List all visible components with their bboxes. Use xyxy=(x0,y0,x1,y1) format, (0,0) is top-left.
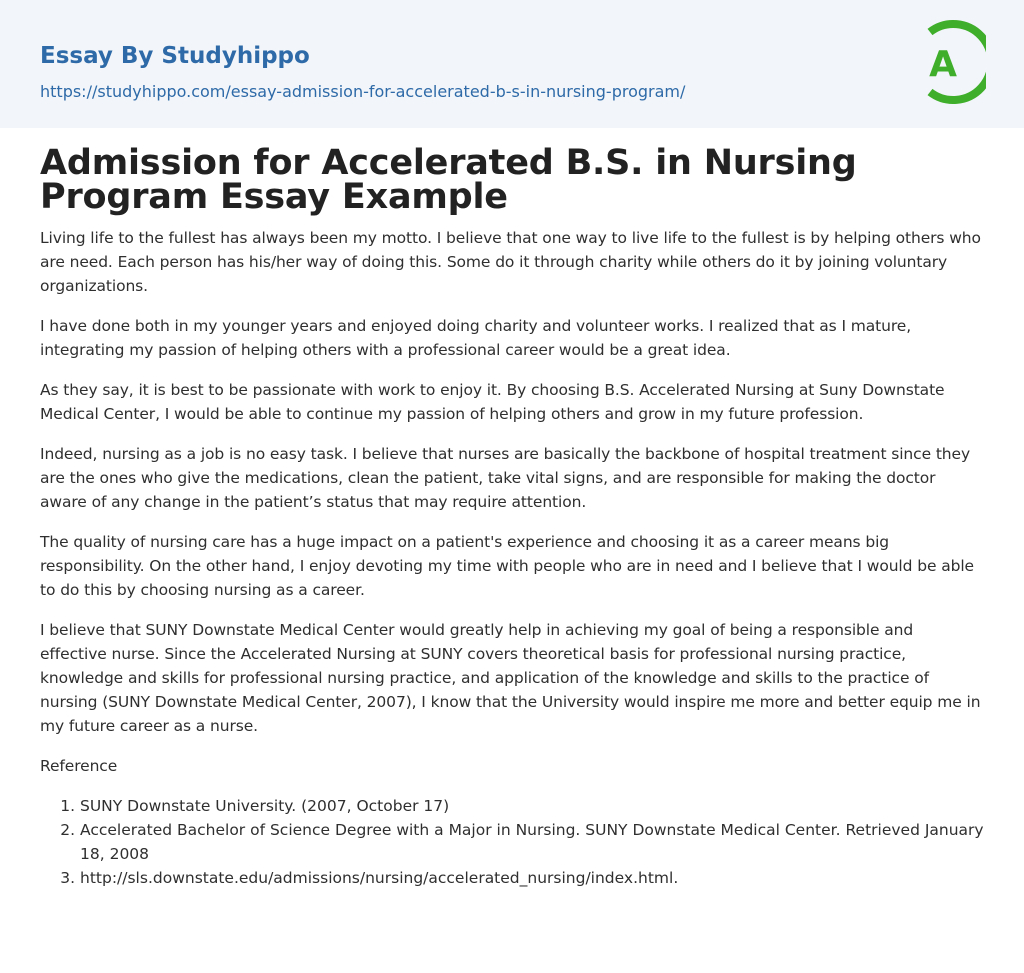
source-url-link[interactable]: https://studyhippo.com/essay-admission-for-accelerated-b-s-in-nursing-program/ xyxy=(40,82,686,101)
paragraph-4: Indeed, nursing as a job is no easy task. I believe that nurses are basically the backbone of hospital treatment since they are the ones who give the medications, clean the patient, take vital signs, and are responsible for making the doctor aware of any change in the patient’s status that may require attention. xyxy=(40,445,971,511)
site-header xyxy=(0,0,1024,128)
reference-item-2: 2. Accelerated Bachelor of Science Degree with a Major in Nursing. SUNY Downstate Medical Center. Retrieved January 18, 2008 xyxy=(80,818,984,866)
reference-heading: Reference xyxy=(40,757,118,775)
article-content xyxy=(0,128,1024,890)
logo-a-icon xyxy=(916,18,986,106)
paragraph-3: As they say, it is best to be passionate with work to enjoy it. By choosing B.S. Accelerated Nursing at Suny Downstate Medical Center, I would be able to continue my passion of helping others and grow in my future profession. xyxy=(40,381,945,423)
page-title: Admission for Accelerated B.S. in Nursing Program Essay Example xyxy=(40,143,857,217)
site-logo[interactable] xyxy=(916,18,986,106)
reference-item-1: 1. SUNY Downstate University. (2007, October 17) xyxy=(80,794,984,818)
reference-list xyxy=(40,794,984,890)
paragraph-6: I believe that SUNY Downstate Medical Center would greatly help in achieving my goal of being a responsible and effective nurse. Since the Accelerated Nursing at SUNY covers theoretical basis for professional nursing practice, knowledge and skills for professional nursing practice, and application of the knowledge and skills to the practice of nursing (SUNY Downstate Medical Center, 2007), I know that the University would inspire me more and better equip me in my future career as a nurse. xyxy=(40,621,981,735)
paragraph-5: The quality of nursing care has a huge impact on a patient's experience and choosing it as a career means big responsibility. On the other hand, I enjoy devoting my time with people who are in need and I believe that I would be able to do this by choosing nursing as a career. xyxy=(40,533,974,599)
site-title[interactable]: Essay By Studyhippo xyxy=(40,43,310,69)
reference-item-3: 3. http://sls.downstate.edu/admissions/nursing/accelerated_nursing/index.html. xyxy=(80,866,984,890)
paragraph-1: Living life to the fullest has always been my motto. I believe that one way to live life to the fullest is by helping others who are need. Each person has his/her way of doing this. Some do it through charity while others do it by joining voluntary organizations. xyxy=(40,229,981,295)
paragraph-2: I have done both in my younger years and enjoyed doing charity and volunteer works. I realized that as I mature, integrating my passion of helping others with a professional career would be a great idea. xyxy=(40,317,912,359)
logo-letter: A xyxy=(929,44,957,85)
